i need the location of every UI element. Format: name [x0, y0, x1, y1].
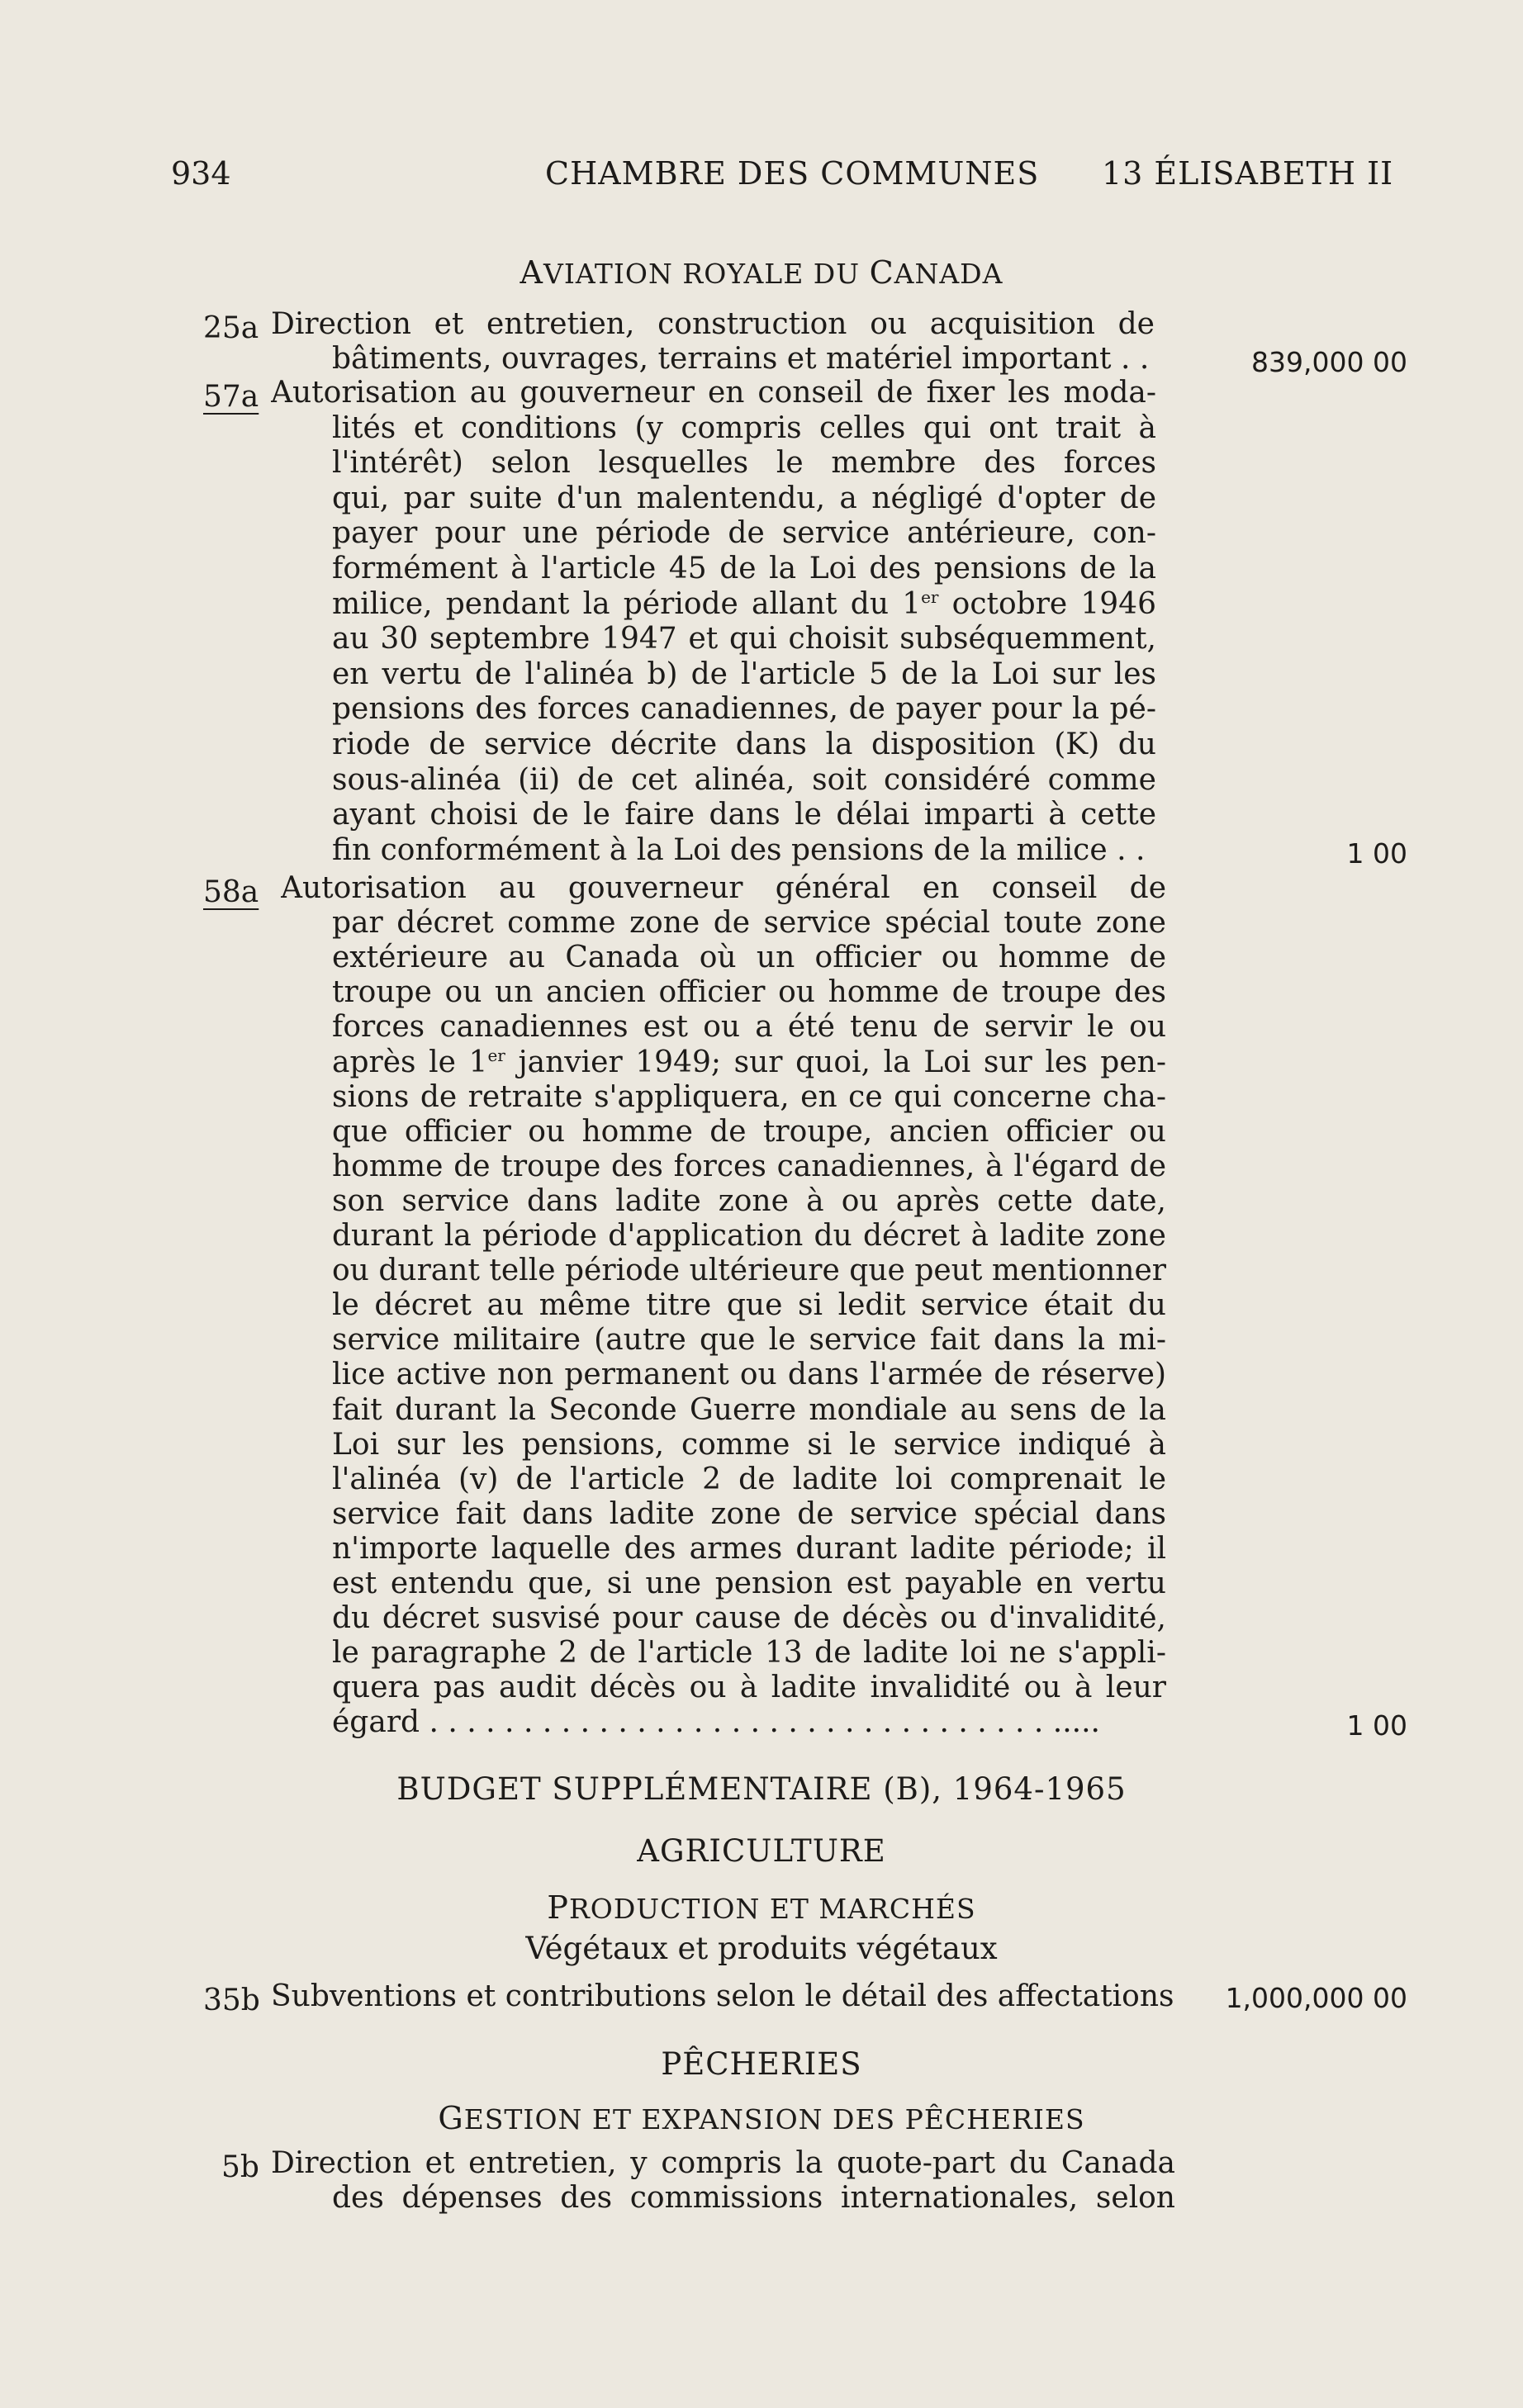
item-text-line: ou durant telle période ultérieure que peut mentionner: [332, 1254, 1166, 1288]
vote-number: 25a: [203, 311, 259, 345]
item-text-line: Subventions et contributions selon le détail des affectations: [271, 1979, 1174, 2013]
item-text-line: que officier ou homme de troupe, ancien officier ou: [332, 1114, 1166, 1149]
item-text-line: troupe ou un ancien officier ou homme de troupe des: [332, 975, 1166, 1010]
item-text-line: n'importe laquelle des armes durant ladite période; il: [332, 1531, 1166, 1566]
item-text-line: payer pour une période de service antérieure, con-: [332, 516, 1156, 551]
item-text-line: après le 1er janvier 1949; sur quoi, la Loi sur les pen-: [332, 1045, 1166, 1079]
department-heading-agriculture: AGRICULTURE: [637, 1833, 886, 1869]
item-text-line: lités et conditions (y compris celles qui ont trait à: [332, 410, 1156, 445]
item-text-line: milice, pendant la période allant du 1er octobre 1946: [332, 586, 1156, 621]
item-text-line: homme de troupe des forces canadiennes, à l'égard de: [332, 1149, 1166, 1183]
item-amount: 1,000,000 00: [1225, 1982, 1407, 2014]
item-text-line: Loi sur les pensions, comme si le service indiqué à: [332, 1427, 1166, 1462]
running-header: [0, 155, 1523, 205]
item-text-line: le décret au même titre que si ledit service était du: [332, 1288, 1166, 1323]
item-text-line: durant la période d'application du décret à ladite zone: [332, 1219, 1166, 1253]
item-text-line: quera pas audit décès ou à ladite invalidité ou à leur: [332, 1671, 1166, 1705]
item-text-line: bâtiments, ouvrages, terrains et matériel important . .: [332, 342, 1150, 376]
item-text-line: pensions des forces canadiennes, de payer pour la pé-: [332, 692, 1156, 727]
item-text-line: fait durant la Seconde Guerre mondiale au sens de la: [332, 1392, 1166, 1427]
item-text-line: service fait dans ladite zone de service spécial dans: [332, 1496, 1166, 1531]
vote-number: 5b: [221, 2150, 259, 2184]
italic-heading-vegetaux: Végétaux et produits végétaux: [525, 1931, 998, 1966]
budget-heading: BUDGET SUPPLÉMENTAIRE (B), 1964-1965: [396, 1771, 1127, 1807]
department-heading-pecheries: PÊCHERIES: [661, 2046, 862, 2082]
item-text-line: l'intérêt) selon lesquelles le membre des forces: [332, 446, 1156, 481]
item-amount: 1 00: [1346, 837, 1407, 870]
item-text-line: par décret comme zone de service spécial toute zone: [332, 906, 1166, 941]
item-text-line: du décret susvisé pour cause de décès ou d'invalidité,: [332, 1601, 1166, 1636]
item-text-line: son service dans ladite zone à ou après cette date,: [332, 1183, 1166, 1218]
session-label: 13 ÉLISABETH II: [1102, 155, 1394, 192]
item-text-line: l'alinéa (v) de l'article 2 de ladite loi comprenait le: [332, 1462, 1166, 1496]
page-number: 934: [171, 155, 231, 192]
item-text-line: Autorisation au gouverneur général en conseil de: [281, 871, 1166, 905]
item-amount: 839,000 00: [1251, 346, 1407, 378]
item-amount: 1 00: [1346, 1709, 1407, 1742]
item-text-line: égard . . . . . . . . . . . . . . . . . . . . . . . . . . . . . . . . . .....: [332, 1705, 1100, 1740]
item-text-line: est entendu que, si une pension est payable en vertu: [332, 1567, 1166, 1600]
item-text-line: Autorisation au gouverneur en conseil de fixer les moda-: [271, 376, 1156, 410]
subsection-heading-gestion: GESTION ET EXPANSION DES PÊCHERIES: [438, 2100, 1085, 2136]
item-text-line: service militaire (autre que le service fait dans la mi-: [332, 1323, 1166, 1358]
item-text-line: forces canadiennes est ou a été tenu de servir le ou: [332, 1010, 1166, 1045]
item-text-line: lice active non permanent ou dans l'armée de réserve): [332, 1358, 1166, 1392]
item-text-line: sous-alinéa (ii) de cet alinéa, soit considéré comme: [332, 762, 1156, 797]
vote-number: 58a: [203, 875, 259, 909]
item-text-line: au 30 septembre 1947 et qui choisit subséquemment,: [332, 622, 1156, 657]
item-text-line: le paragraphe 2 de l'article 13 de ladite loi ne s'appli-: [332, 1636, 1166, 1671]
page-title: CHAMBRE DES COMMUNES: [545, 155, 1040, 192]
item-text-line: extérieure au Canada où un officier ou homme de: [332, 941, 1166, 975]
item-text-line: Direction et entretien, construction ou acquisition de: [271, 307, 1155, 341]
item-text-line: riode de service décrite dans la disposition (K) du: [332, 728, 1156, 761]
item-text-line: sions de retraite s'appliquera, en ce qui concerne cha-: [332, 1079, 1166, 1114]
item-text-line: des dépenses des commissions internationales, selon: [332, 2181, 1175, 2215]
item-text-line: en vertu de l'alinéa b) de l'article 5 de la Loi sur les: [332, 657, 1156, 691]
subsection-heading-production: PRODUCTION ET MARCHÉS: [547, 1889, 976, 1926]
item-text-line: formément à l'article 45 de la Loi des pensions de la: [332, 552, 1156, 585]
vote-number: 57a: [203, 380, 259, 414]
item-text-line: Direction et entretien, y compris la quote-part du Canada: [271, 2146, 1175, 2180]
item-text-line: ayant choisi de le faire dans le délai imparti à cette: [332, 798, 1156, 832]
section-heading-aviation: AVIATION ROYALE DU CANADA: [520, 254, 1003, 291]
vote-number: 35b: [203, 1984, 260, 2017]
item-text-line: qui, par suite d'un malentendu, a négligé d'opter de: [332, 481, 1156, 515]
item-text-line: fin conformément à la Loi des pensions de la milice . .: [332, 832, 1146, 867]
